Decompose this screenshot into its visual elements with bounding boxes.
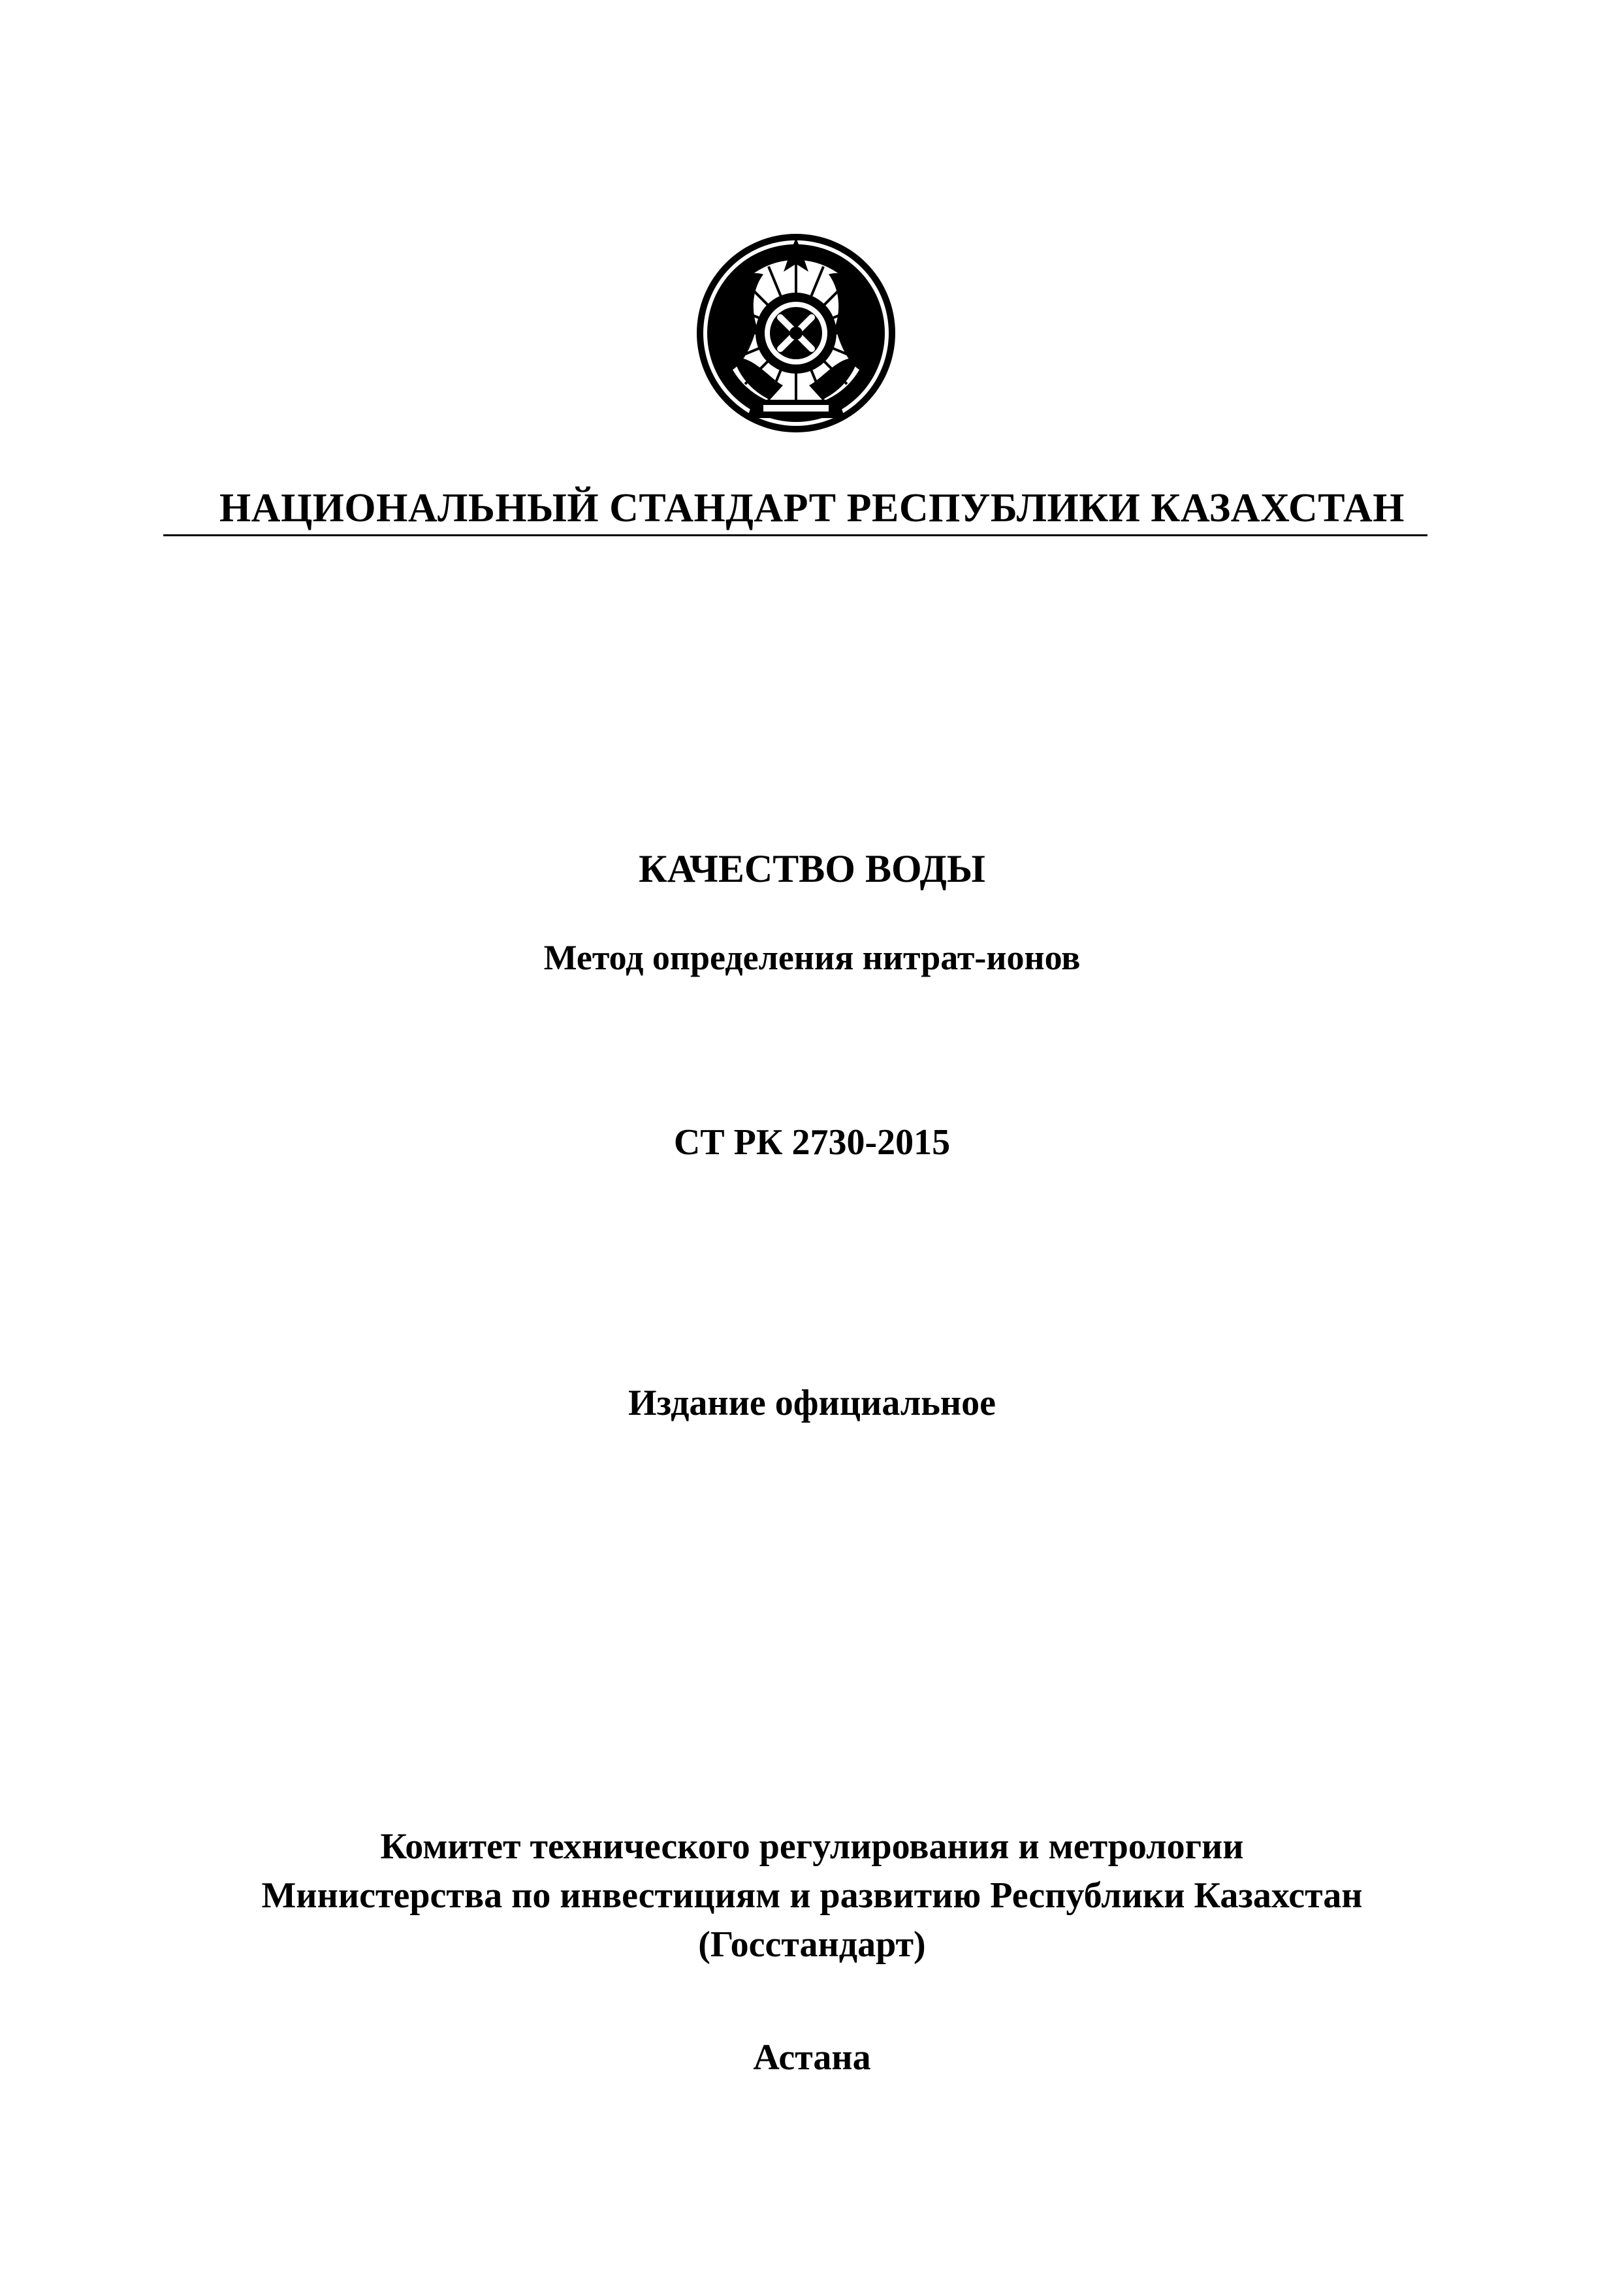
kazakhstan-state-emblem-icon [692, 229, 900, 438]
document-code: СТ РК 2730-2015 [673, 1122, 951, 1163]
header-title: НАЦИОНАЛЬНЫЙ СТАНДАРТ РЕСПУБЛИКИ КАЗАХСТАН [219, 486, 1405, 530]
publisher-line-3: (Госстандарт) [698, 1924, 926, 1965]
publication-city: Астана [753, 2037, 871, 2078]
publisher-block [0, 1822, 1624, 1969]
publisher-line-2: Министерства по инвестициям и развитию Республики Казахстан [261, 1875, 1363, 1916]
document-subtitle: Метод определения нитрат-ионов [543, 938, 1081, 977]
publisher-line-1: Комитет технического регулирования и метрологии [380, 1826, 1244, 1867]
document-title: КАЧЕСТВО ВОДЫ [639, 847, 985, 890]
edition-label: Издание официальное [628, 1383, 996, 1423]
header-divider [163, 534, 1427, 536]
